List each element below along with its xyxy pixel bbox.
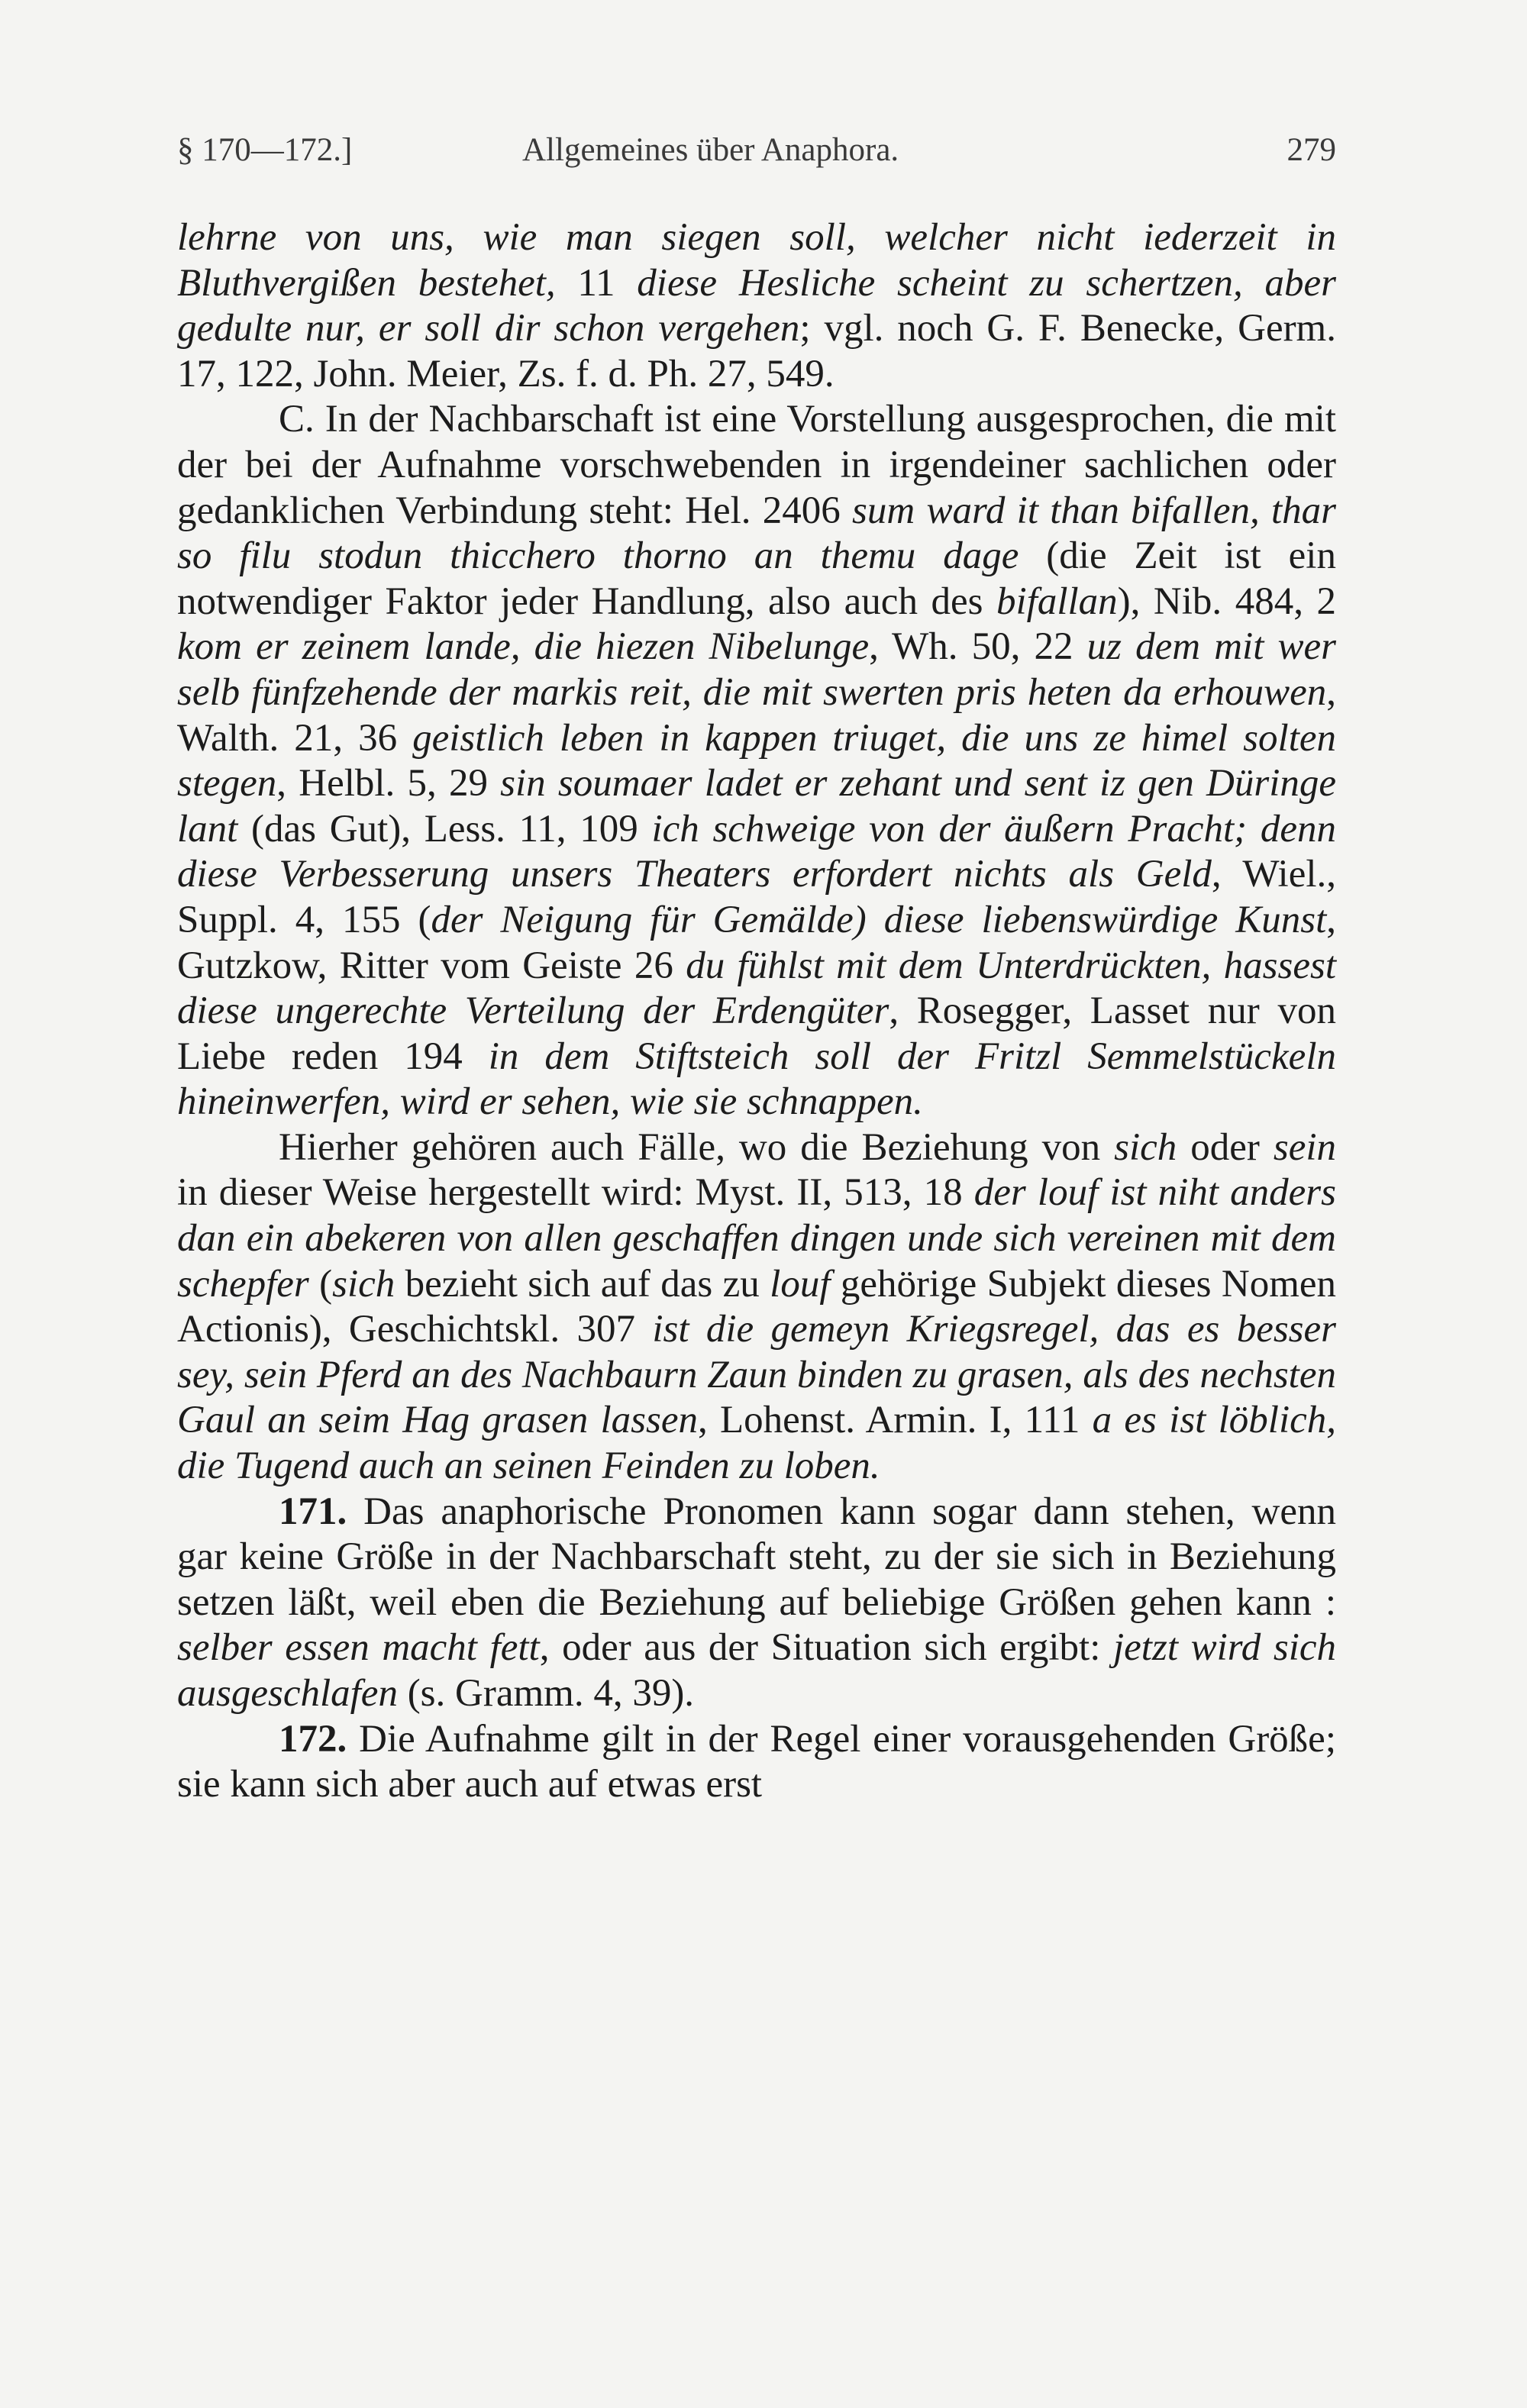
text-run: bezieht sich auf das zu <box>395 1262 770 1306</box>
italic-run: sein <box>1273 1125 1336 1169</box>
section-number-171: 171. <box>279 1490 347 1533</box>
text-run: , oder aus der Situation sich ergibt: <box>539 1626 1113 1670</box>
italic-run: selber essen macht fett <box>177 1626 540 1670</box>
italic-run: sin soumaer ladet er zehant und sent iz gen Düringe lant <box>177 762 1337 851</box>
section-172 <box>177 1717 1336 1808</box>
italic-run: jetzt wird sich ausgeschlafen <box>177 1626 1337 1715</box>
text-run: , Lohenst. Armin. I, 111 <box>697 1399 1093 1442</box>
text-run: , Walth. 21, 36 <box>177 670 1336 760</box>
header-section-range: § 170—172.] <box>177 132 353 168</box>
section-172-text <box>177 1718 1336 1806</box>
text-run: , Gutzkow, Ritter vom Geiste 26 <box>177 898 1336 987</box>
text-run: Hierher gehören auch Fälle, wo die Beziehung von <box>279 1125 1115 1169</box>
text-run: , Wh. 50, 22 <box>869 625 1087 669</box>
italic-run: sich <box>1114 1125 1177 1169</box>
text-run: , Helbl. 5, 29 <box>276 762 501 805</box>
italic-run: uz dem mit wer selb fünfzehende der markis reit, die mit swerten pris heten da erhouwen <box>177 625 1336 714</box>
italic-run: ich schweige von der äußern Pracht; denn diese Verbesserung unsers Theaters erfordert nichts als Geld <box>177 807 1337 896</box>
section-number-172: 172. <box>279 1717 347 1761</box>
italic-run: sich <box>332 1262 395 1306</box>
text-run: , Rosegger, Lasset nur von Liebe reden 194 <box>177 989 1336 1078</box>
italic-run: du fühlst mit dem Unterdrückten, hassest diese ungerechte Verteilung der Erdengüter <box>177 944 1336 1033</box>
text-run: 11 <box>577 261 638 305</box>
italic-run: in dem Stiftsteich soll der Fritzl Semmelstückeln hineinwerfen, wird er sehen, wie sie schnappen. <box>177 1035 1336 1124</box>
text-run: (das Gut), Less. 11, 109 <box>237 807 652 851</box>
header-title: Allgemeines über Anaphora. <box>522 132 899 168</box>
text-run: oder <box>1177 1125 1274 1169</box>
text-run: ( <box>308 1262 333 1306</box>
italic-run: der Neigung für Gemälde) diese liebenswürdige Kunst <box>431 898 1327 941</box>
italic-run: lehrne von uns, wie man siegen soll, welcher nicht iederzeit in Bluthvergißen bestehet, <box>177 216 1336 305</box>
text-run: C. In der Nachbarschaft ist eine Vorstellung ausgesprochen, die mit der bei der Aufnahme vorschwebenden in irgendeiner sachlichen oder gedanklichen Verbindung steht: Hel. 2406 <box>177 398 1336 532</box>
text-run: gehörige Subjekt dieses Nomen Actionis), Geschichtskl. 307 <box>177 1262 1337 1351</box>
italic-run: diese Hesliche scheint zu schertzen, aber gedulte nur, er soll dir schon vergehen <box>177 261 1336 350</box>
text-run: , Wiel., Suppl. 4, 155 ( <box>177 853 1337 941</box>
text-run: ; vgl. noch G. F. Benecke, Germ. 17, 122, John. Meier, Zs. f. d. Ph. 27, 549. <box>177 307 1336 395</box>
italic-run: ist die gemeyn Kriegsregel, das es besser sey, sein Pferd an des Nachbaurn Zaun binden zu grasen, als des nechsten Gaul an seim Hag grasen lassen <box>177 1308 1337 1442</box>
paragraph-c <box>177 397 1336 1125</box>
italic-run: bifallan <box>996 579 1118 623</box>
text-run: ), Nib. 484, 2 <box>1117 579 1336 623</box>
paragraph-continuation <box>177 215 1336 397</box>
text-run: Die Aufnahme gilt in der Regel einer vorausgehenden Größe; sie kann sich aber auch auf etwas erst <box>177 1717 1336 1806</box>
text-run: Das anaphorische Pronomen kann sogar dann stehen, wenn gar keine Größe in der Nachbarschaft steht, zu der sie sich in Beziehung setzen läßt, weil eben die Beziehung auf beliebige Größen gehen kann : <box>177 1490 1336 1624</box>
paragraph-hierher <box>177 1125 1336 1490</box>
italic-run: louf <box>770 1262 831 1306</box>
body-text <box>177 215 1336 1808</box>
section-171-text <box>177 1490 1336 1715</box>
text-run: (die Zeit ist ein notwendiger Faktor jeder Handlung, also auch des <box>177 534 1336 623</box>
italic-run: sum ward it than bifallen, thar so filu stodun thicchero thorno an themu dage <box>177 489 1336 578</box>
text-run: (s. Gramm. 4, 39). <box>397 1672 695 1715</box>
text-run: in dieser Weise hergestellt wird: Myst. II, 513, 18 <box>177 1171 974 1215</box>
italic-run: a es ist löblich, die Tugend auch an seinen Feinden zu loben. <box>177 1399 1336 1488</box>
page-number: 279 <box>1286 132 1336 168</box>
italic-run: geistlich leben in kappen triuget, die uns ze himel solten stegen <box>177 716 1337 805</box>
running-header <box>177 131 1336 177</box>
section-171 <box>177 1490 1336 1717</box>
italic-run: der louf ist niht anders dan ein abekeren von allen geschaffen dingen unde sich vereinen mit dem schepfer <box>177 1171 1336 1306</box>
italic-run: kom er zeinem lande, die hiezen Nibelunge <box>177 625 870 669</box>
